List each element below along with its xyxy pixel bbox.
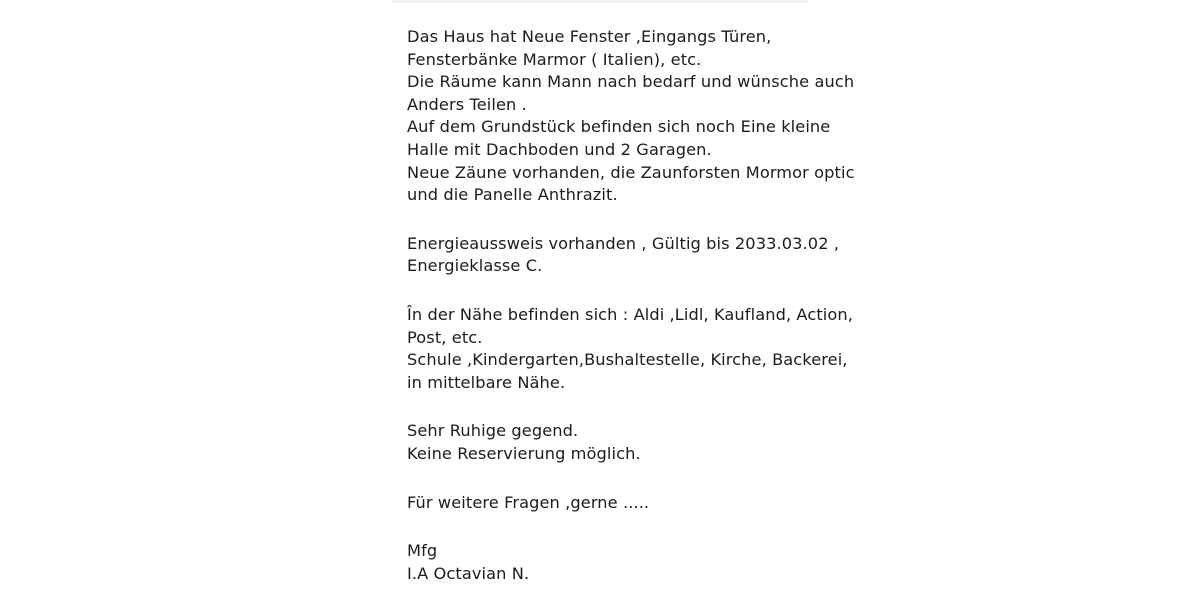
text-line: Sehr Ruhige gegend. — [407, 421, 579, 441]
text-line: in mittelbare Nähe. — [407, 372, 566, 392]
text-line: În der Nähe befinden sich : Aldi ,Lidl, Kaufland, Action, — [407, 304, 853, 324]
paragraph-signature — [407, 540, 807, 585]
text-line: Keine Reservierung möglich. — [407, 443, 641, 463]
text-line: Das Haus hat Neue Fenster ,Eingangs Türen, — [407, 27, 772, 46]
text-line: Auf dem Grundstück befinden sich noch Eine kleine — [407, 117, 831, 137]
text-line: Neue Zäune vorhanden, die Zaunforsten Mormor optic — [407, 162, 855, 182]
paragraph-energy-certificate — [407, 233, 840, 278]
paragraph-nearby-amenities — [407, 304, 853, 394]
text-line: I.A Octavian N. — [407, 563, 530, 583]
text-line: Halle mit Dachboden und 2 Garagen. — [407, 139, 712, 159]
text-line: Energieaussweis vorhanden , Gültig bis 2033.03.02 , — [407, 233, 840, 253]
text-line: Für weitere Fragen ,gerne ..... — [407, 492, 650, 512]
text-line: Mfg — [407, 541, 438, 561]
text-line: Energieklasse C. — [407, 256, 543, 276]
top-divider — [392, 0, 808, 3]
text-line: Die Räume kann Mann nach bedarf und wünsche auch — [407, 72, 855, 92]
text-line: Post, etc. — [407, 327, 483, 347]
paragraph-neighborhood — [407, 420, 807, 465]
text-line: und die Panelle Anthrazit. — [407, 185, 618, 205]
text-line: Anders Teilen . — [407, 94, 527, 114]
text-line: Schule ,Kindergarten,Bushaltestelle, Kirche, Backerei, — [407, 350, 848, 370]
text-line: Fensterbänke Marmor ( Italien), etc. — [407, 49, 702, 69]
paragraph-property-features — [407, 26, 855, 207]
description-text — [407, 26, 855, 600]
paragraph-contact — [407, 492, 807, 515]
